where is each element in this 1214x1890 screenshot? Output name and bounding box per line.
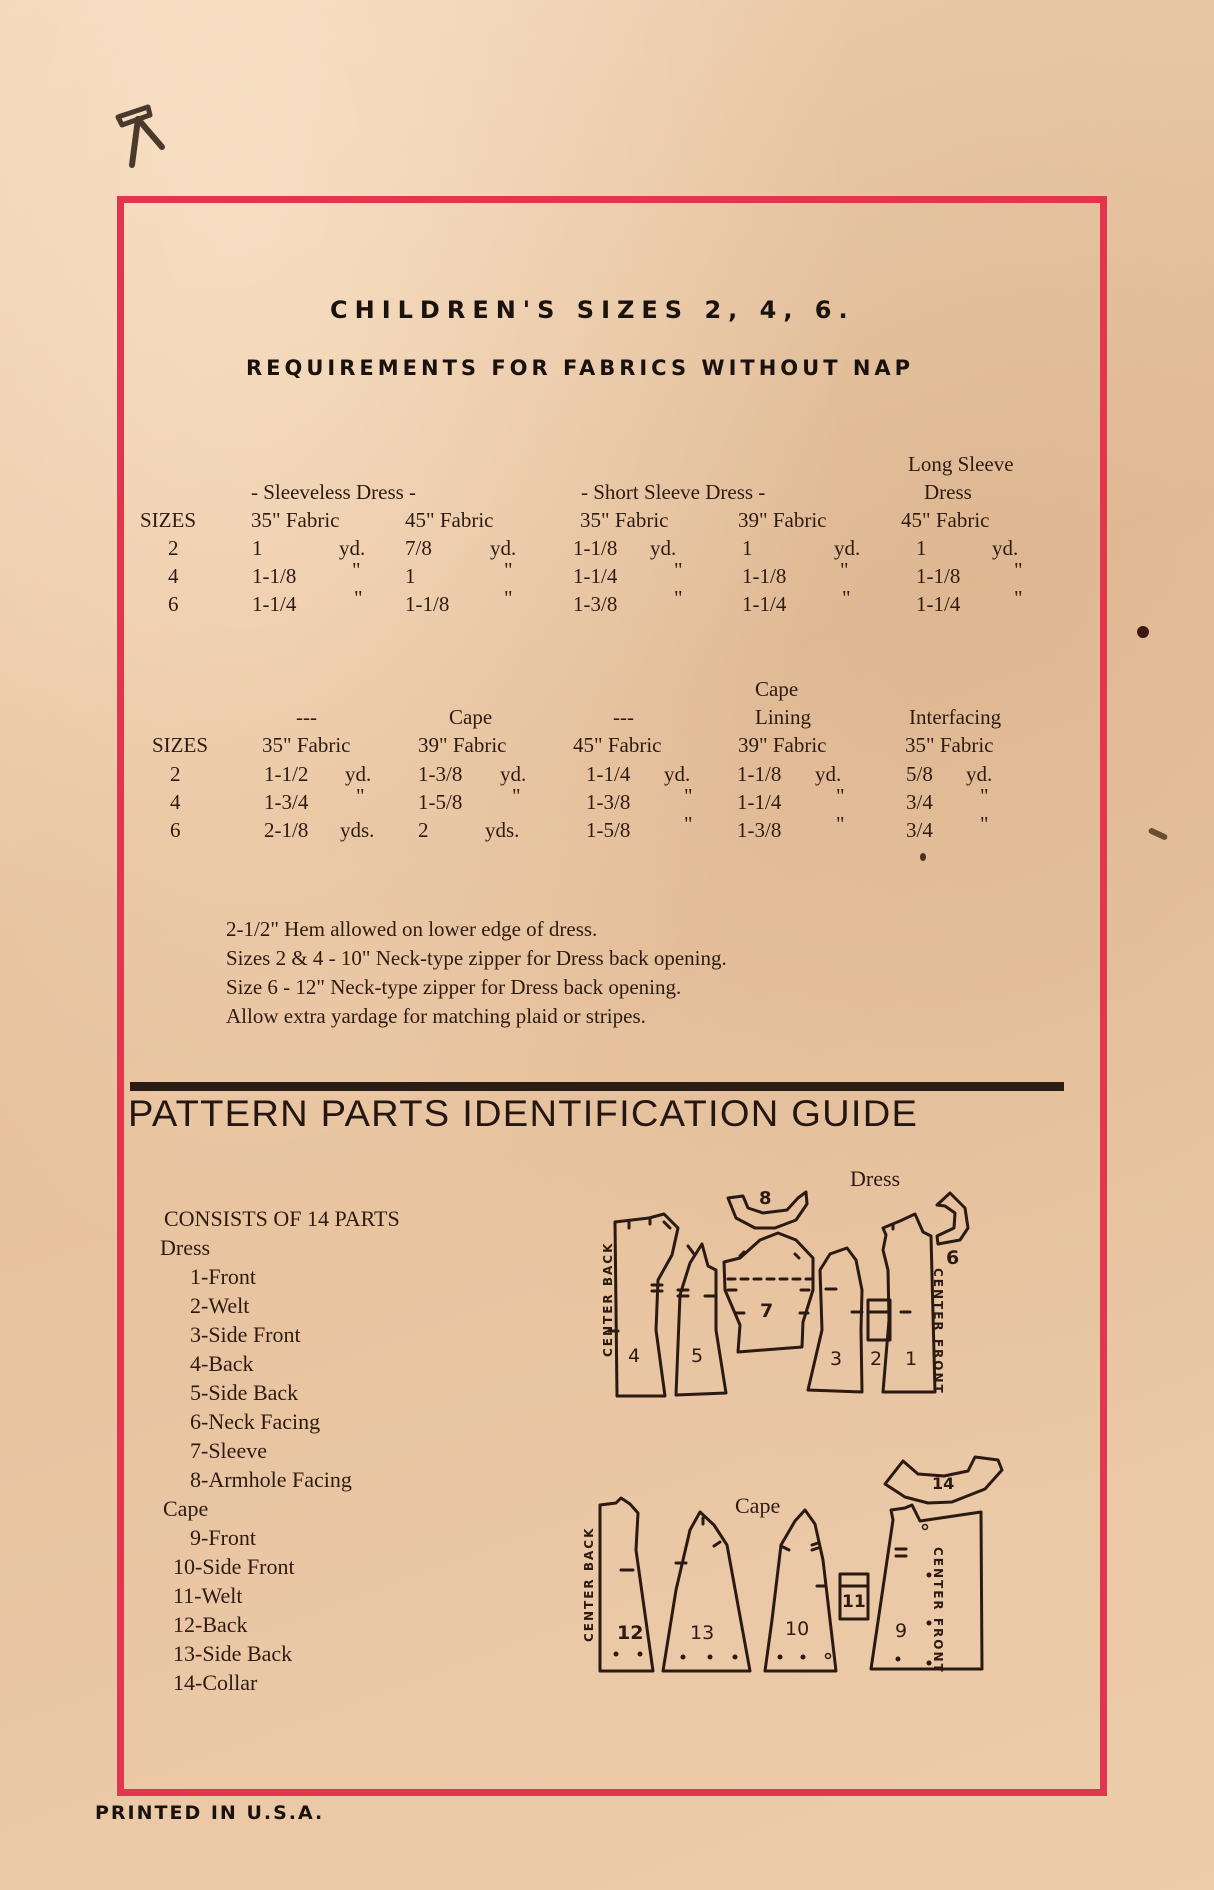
piece-number: 11 bbox=[842, 1592, 866, 1612]
group-label: Cape bbox=[755, 677, 799, 701]
unit-cell: " bbox=[354, 586, 363, 610]
amount-cell: 1-1/8 bbox=[742, 564, 787, 588]
center-front-label: CENTER FRONT bbox=[931, 1547, 945, 1674]
sizes-title: CHILDREN'S SIZES 2, 4, 6. bbox=[330, 296, 855, 324]
unit-cell: " bbox=[512, 784, 521, 808]
group-label: Lining bbox=[755, 705, 811, 729]
amount-cell: 1-1/4 bbox=[573, 564, 618, 588]
unit-cell: yd. bbox=[345, 762, 372, 786]
printed-in-usa: PRINTED IN U.S.A. bbox=[95, 1802, 325, 1824]
part-item: 7-Sleeve bbox=[190, 1438, 267, 1463]
unit-cell: " bbox=[504, 558, 513, 582]
parts-group-dress: Dress bbox=[160, 1235, 211, 1260]
note-line: Size 6 - 12" Neck-type zipper for Dress back opening. bbox=[226, 975, 682, 999]
amount-cell: 1-1/4 bbox=[742, 592, 787, 616]
group-label: Interfacing bbox=[909, 705, 1002, 729]
column-header: 39" Fabric bbox=[738, 508, 827, 532]
unit-cell: yds. bbox=[340, 818, 375, 842]
note-line: Sizes 2 & 4 - 10" Neck-type zipper for Dress back opening. bbox=[226, 946, 727, 970]
size-cell: 4 bbox=[170, 790, 181, 814]
part-item: 6-Neck Facing bbox=[190, 1409, 321, 1434]
part-item: 3-Side Front bbox=[190, 1322, 301, 1347]
column-header: 35" Fabric bbox=[905, 733, 994, 757]
size-cell: 2 bbox=[168, 536, 179, 560]
amount-cell: 1 bbox=[252, 536, 263, 560]
piece-number: 2 bbox=[870, 1348, 883, 1370]
ink-spot bbox=[1148, 827, 1169, 841]
unit-cell: yd. bbox=[650, 536, 677, 560]
unit-cell: " bbox=[836, 812, 845, 836]
unit-cell: " bbox=[1014, 586, 1023, 610]
diagram-cape-label: Cape bbox=[735, 1493, 781, 1518]
part-item: 5-Side Back bbox=[190, 1380, 299, 1405]
column-header: 39" Fabric bbox=[418, 733, 507, 757]
amount-cell: 3/4 bbox=[906, 790, 933, 814]
group-label: Long Sleeve bbox=[908, 452, 1014, 476]
piece-number: 8 bbox=[759, 1188, 772, 1209]
amount-cell: 7/8 bbox=[405, 536, 432, 560]
size-cell: 6 bbox=[170, 818, 181, 842]
column-header: 45" Fabric bbox=[573, 733, 662, 757]
amount-cell: 1 bbox=[405, 564, 416, 588]
amount-cell: 1-1/4 bbox=[252, 592, 297, 616]
unit-cell: yd. bbox=[490, 536, 517, 560]
piece-number: 4 bbox=[628, 1345, 641, 1367]
note-line: Allow extra yardage for matching plaid or stripes. bbox=[226, 1004, 646, 1028]
amount-cell: 1-3/8 bbox=[418, 762, 463, 786]
ink-spot bbox=[1137, 626, 1149, 638]
piece-number: 7 bbox=[760, 1300, 774, 1322]
amount-cell: 1-1/8 bbox=[916, 564, 961, 588]
amount-cell: 2-1/8 bbox=[264, 818, 309, 842]
amount-cell: 1-3/8 bbox=[737, 818, 782, 842]
piece-number: 1 bbox=[905, 1348, 918, 1370]
unit-cell: " bbox=[504, 586, 513, 610]
piece-number: 14 bbox=[932, 1474, 955, 1493]
unit-cell: " bbox=[980, 812, 989, 836]
column-header: 39" Fabric bbox=[738, 733, 827, 757]
column-header: 45" Fabric bbox=[405, 508, 494, 532]
part-item: 10-Side Front bbox=[173, 1554, 295, 1579]
part-item: 9-Front bbox=[190, 1525, 256, 1550]
piece-number: 10 bbox=[785, 1618, 810, 1640]
handwritten-k-mark bbox=[110, 95, 200, 175]
center-back-label: CENTER BACK bbox=[582, 1526, 596, 1642]
unit-cell: yd. bbox=[815, 762, 842, 786]
unit-cell: yds. bbox=[485, 818, 520, 842]
part-item: 2-Welt bbox=[190, 1293, 250, 1318]
diagram-dress-label: Dress bbox=[850, 1166, 901, 1191]
piece-number: 12 bbox=[617, 1622, 644, 1644]
piece-number: 3 bbox=[830, 1348, 843, 1370]
part-item: 11-Welt bbox=[173, 1583, 243, 1608]
size-cell: 6 bbox=[168, 592, 179, 616]
sizes-header: SIZES bbox=[152, 733, 209, 757]
part-item: 13-Side Back bbox=[173, 1641, 293, 1666]
amount-cell: 1-5/8 bbox=[418, 790, 463, 814]
group-label: - Short Sleeve Dress - bbox=[581, 480, 766, 504]
amount-cell: 1-1/4 bbox=[586, 762, 631, 786]
unit-cell: " bbox=[674, 558, 683, 582]
unit-cell: " bbox=[840, 558, 849, 582]
part-item: 14-Collar bbox=[173, 1670, 258, 1695]
column-header: 35" Fabric bbox=[262, 733, 351, 757]
piece-number: 9 bbox=[895, 1620, 908, 1642]
amount-cell: 1 bbox=[916, 536, 927, 560]
unit-cell: " bbox=[980, 784, 989, 808]
amount-cell: 3/4 bbox=[906, 818, 933, 842]
unit-cell: " bbox=[352, 558, 361, 582]
part-item: 1-Front bbox=[190, 1264, 256, 1289]
size-cell: 2 bbox=[170, 762, 181, 786]
group-label: --- bbox=[613, 705, 634, 729]
piece-number: 5 bbox=[691, 1345, 704, 1367]
unit-cell: " bbox=[356, 784, 365, 808]
unit-cell: " bbox=[684, 812, 693, 836]
group-label: Dress bbox=[924, 480, 972, 504]
group-label: --- bbox=[296, 705, 317, 729]
unit-cell: yd. bbox=[966, 762, 993, 786]
part-item: 8-Armhole Facing bbox=[190, 1467, 352, 1492]
amount-cell: 1-5/8 bbox=[586, 818, 631, 842]
section-divider bbox=[130, 1082, 1064, 1091]
unit-cell: " bbox=[1014, 558, 1023, 582]
guide-title: PATTERN PARTS IDENTIFICATION GUIDE bbox=[128, 1093, 919, 1134]
amount-cell: 1-1/8 bbox=[252, 564, 297, 588]
center-front-label: CENTER FRONT bbox=[931, 1268, 945, 1395]
requirements-subtitle: REQUIREMENTS FOR FABRICS WITHOUT NAP bbox=[246, 356, 915, 380]
amount-cell: 1-1/4 bbox=[916, 592, 961, 616]
amount-cell: 2 bbox=[418, 818, 429, 842]
parts-count: CONSISTS OF 14 PARTS bbox=[164, 1206, 400, 1231]
piece-number: 6 bbox=[946, 1247, 960, 1269]
amount-cell: 1-3/8 bbox=[573, 592, 618, 616]
piece-number: 13 bbox=[690, 1622, 715, 1644]
note-line: 2-1/2" Hem allowed on lower edge of dress. bbox=[226, 917, 598, 941]
part-item: 4-Back bbox=[190, 1351, 254, 1376]
unit-cell: " bbox=[842, 586, 851, 610]
amount-cell: 5/8 bbox=[906, 762, 933, 786]
group-label: Cape bbox=[449, 705, 493, 729]
amount-cell: 1-1/8 bbox=[737, 762, 782, 786]
column-header: 35" Fabric bbox=[251, 508, 340, 532]
center-back-label: CENTER BACK bbox=[601, 1241, 615, 1357]
parts-group-cape: Cape bbox=[163, 1496, 209, 1521]
unit-cell: " bbox=[684, 784, 693, 808]
amount-cell: 1-3/4 bbox=[264, 790, 309, 814]
size-cell: 4 bbox=[168, 564, 179, 588]
unit-cell: yd. bbox=[992, 536, 1019, 560]
part-item: 12-Back bbox=[173, 1612, 248, 1637]
amount-cell: 1-1/2 bbox=[264, 762, 309, 786]
unit-cell: yd. bbox=[500, 762, 527, 786]
group-label: - Sleeveless Dress - bbox=[251, 480, 417, 504]
unit-cell: yd. bbox=[339, 536, 366, 560]
amount-cell: 1-1/8 bbox=[405, 592, 450, 616]
column-header: 45" Fabric bbox=[901, 508, 990, 532]
amount-cell: 1-1/4 bbox=[737, 790, 782, 814]
column-header: 35" Fabric bbox=[580, 508, 669, 532]
unit-cell: " bbox=[836, 784, 845, 808]
amount-cell: 1 bbox=[742, 536, 753, 560]
unit-cell: yd. bbox=[664, 762, 691, 786]
sizes-header: SIZES bbox=[140, 508, 197, 532]
amount-cell: 1-3/8 bbox=[586, 790, 631, 814]
unit-cell: " bbox=[674, 586, 683, 610]
unit-cell: yd. bbox=[834, 536, 861, 560]
amount-cell: 1-1/8 bbox=[573, 536, 618, 560]
